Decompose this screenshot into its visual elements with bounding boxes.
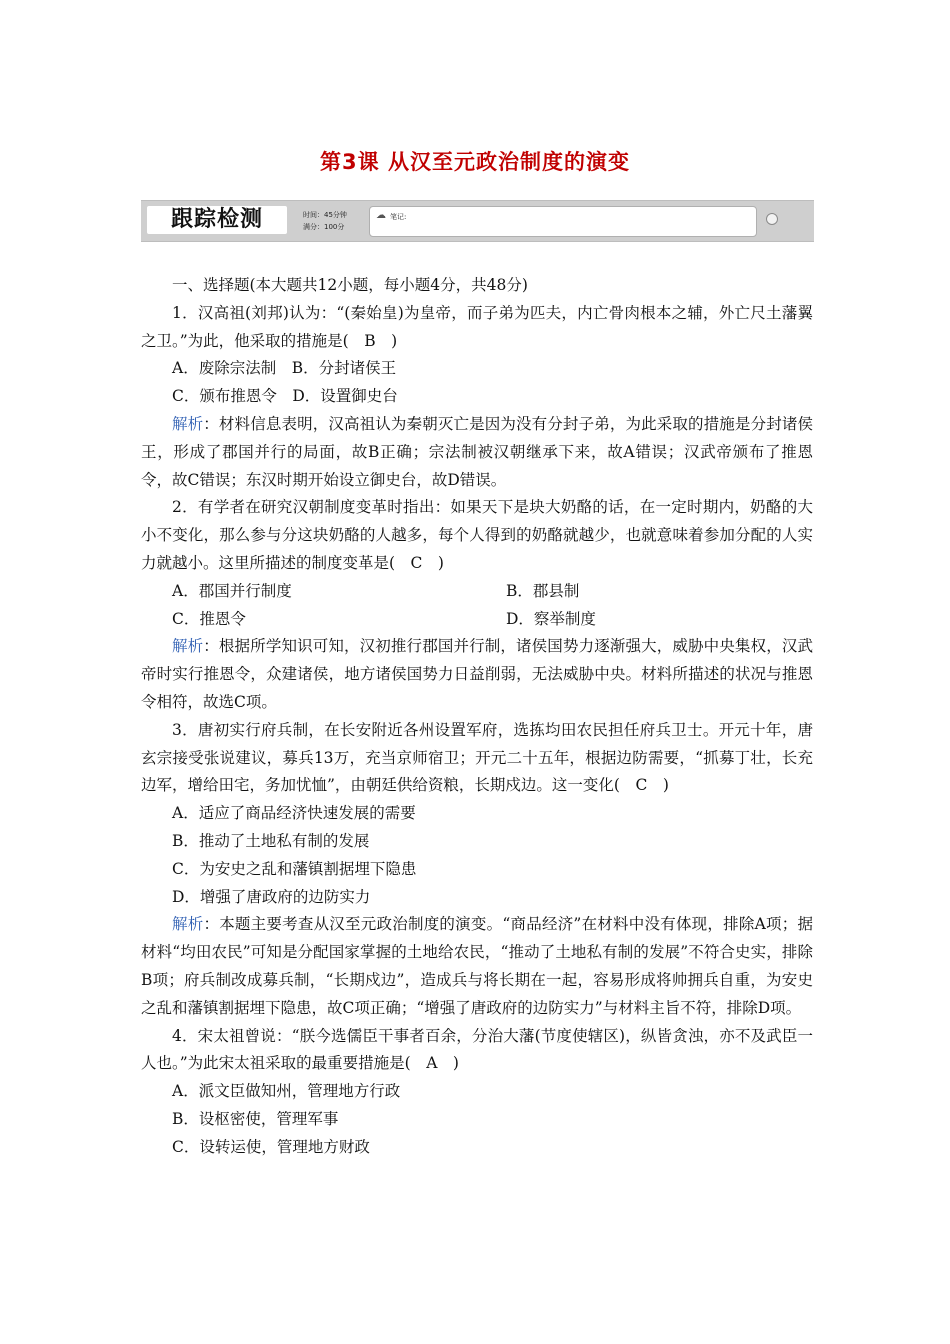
q1-options-ab: A．废除宗法制 B．分封诸侯王 <box>172 359 397 378</box>
q3-option-c: C．为安史之乱和藩镇割据埋下隐患 <box>172 859 417 878</box>
q2-option-a: A．郡国并行制度 <box>172 581 292 600</box>
tracking-banner <box>141 200 814 242</box>
q3-analysis-text: ：本题主要考查从汉至元政治制度的演变。“商品经济”在材料中没有体现，排除A项；据材料“均田农民”可知是分配国家掌握的土地给农民，“推动了土地私有制的发展”不符合史实，排除B项；府兵制改成募兵制，“长期戍边”，造成兵与将长期在一起，容易形成将帅拥兵自重，为安史之乱和藩镇割据埋下隐患，故C项正确；“增强了唐政府的边防实力”与材料主旨不符，排除D项。 <box>141 915 813 1017</box>
q4-option-b: B．设枢密使，管理军事 <box>172 1109 339 1128</box>
page-title: 第3课 从汉至元政治制度的演变 <box>320 150 630 174</box>
q3-stem: 3．唐初实行府兵制，在长安附近各州设置军府，选拣均田农民担任府兵卫士。开元十年，唐玄宗接受张说建议，募兵13万，充当京师宿卫；开元二十五年，根据边防需要，“抓募丁壮，长充边军，增给田宅，务加忧恤”，由朝廷供给资粮，长期戍边。这一变化( C ) <box>141 720 813 795</box>
q3-option-a: A．适应了商品经济快速发展的需要 <box>172 804 416 823</box>
analysis-label: 解析 <box>172 637 204 656</box>
section-heading: 一、选择题(本大题共12小题，每小题4分，共48分) <box>172 276 528 294</box>
full-score: 满分：100分 <box>303 223 345 231</box>
q2-analysis-text: ：根据所学知识可知，汉初推行郡国并行制，诸侯国势力逐渐强大，威胁中央集权，汉武帝时实行推恩令，众建诸侯，地方诸侯国势力日益削弱，无法威胁中央。材料所描述的状况与推恩令相符，故选C项。 <box>141 637 813 711</box>
q1-analysis-text: ：材料信息表明，汉高祖认为秦朝灭亡是因为没有分封子弟，为此采取的措施是分封诸侯王，形成了郡国并行的局面，故B正确；宗法制被汉朝继承下来，故A错误；汉武帝颁布了推恩令，故C错误；东汉时期开始设立御史台，故D错误。 <box>141 414 813 489</box>
q2-option-c: C．推恩令 <box>172 609 246 628</box>
test-meta <box>303 209 347 233</box>
q4-option-c: C．设转运使，管理地方财政 <box>172 1137 370 1156</box>
q1-options-cd: C．颁布推恩令 D．设置御史台 <box>172 387 398 406</box>
q3-option-b: B．推动了土地私有制的发展 <box>172 831 370 850</box>
q2-analysis <box>141 633 813 716</box>
time-limit: 时间：45分钟 <box>303 211 347 219</box>
q2-options-row2 <box>141 606 813 634</box>
q4-option-a: A．派文臣做知州，管理地方行政 <box>172 1082 401 1101</box>
q2-stem: 2．有学者在研究汉朝制度变革时指出：如果天下是块大奶酪的话，在一定时期内，奶酪的大小不变化，那么参与分这块奶酪的人越多，每个人得到的奶酪就越少，也就意味着参加分配的人实力就越小。这里所描述的制度变革是( C ) <box>141 498 813 572</box>
q2-option-d: D．察举制度 <box>506 609 596 628</box>
q2-option-b: B．郡县制 <box>506 581 580 600</box>
q1-analysis <box>141 411 813 494</box>
analysis-label: 解析 <box>172 414 204 433</box>
notes-label: 笔记: <box>390 213 407 221</box>
notes-field[interactable] <box>369 206 757 237</box>
banner-label: 跟踪检测 <box>147 206 287 234</box>
q2-options-row1 <box>141 578 813 606</box>
q1-stem: 1．汉高祖(刘邦)认为：“(秦始皇)为皇帝，而子弟为匹夫，内亡骨肉根本之辅，外亡尺土藩翼之卫。”为此，他采取的措施是( B ) <box>141 303 813 350</box>
q3-option-d: D．增强了唐政府的边防实力 <box>172 887 371 906</box>
globe-icon <box>766 213 778 225</box>
analysis-label: 解析 <box>172 915 204 934</box>
cloud-note-icon: ☁ <box>376 210 386 221</box>
q4-stem: 4．宋太祖曾说：“朕今选儒臣干事者百余，分治大藩(节度使辖区)，纵皆贪浊，亦不及武臣一人也。”为此宋太祖采取的最重要措施是( A ) <box>141 1026 813 1073</box>
question-content <box>141 272 813 1162</box>
q3-analysis <box>141 911 813 1022</box>
